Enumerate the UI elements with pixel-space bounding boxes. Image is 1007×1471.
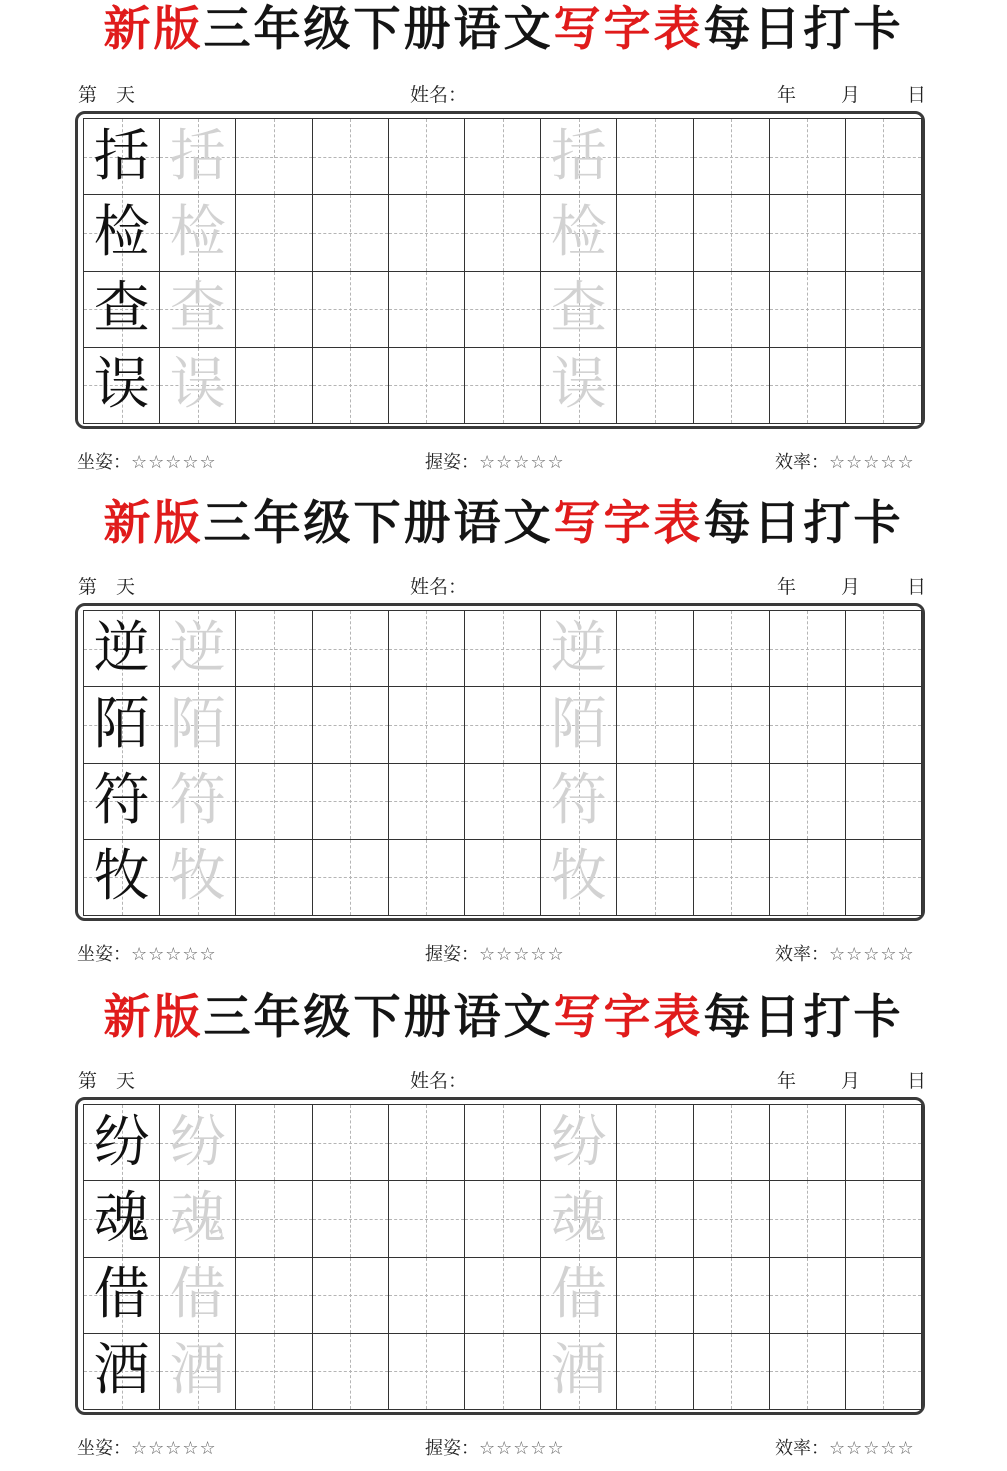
title-grade-subject: 三年级下册语文 [203,990,554,1045]
practice-cell[interactable] [235,118,311,194]
practice-cell[interactable] [693,271,769,347]
rating-line [0,448,1007,472]
practice-cell[interactable] [312,763,388,839]
practice-cell[interactable] [616,271,692,347]
star-rating-icon[interactable]: ☆☆☆☆☆ [829,944,915,965]
efficiency-rating [775,1434,915,1460]
model-character: 逆 [93,615,150,681]
trace-char-cell[interactable] [540,1333,616,1409]
title-daily-checkin: 每日打卡 [703,496,904,551]
rating-label: 坐姿： [77,944,131,965]
practice-cell[interactable] [693,839,769,915]
trace-character: 符 [169,768,226,834]
practice-cell[interactable] [693,610,769,686]
practice-cell[interactable] [388,1333,464,1409]
trace-character: 误 [550,352,607,418]
practice-cell[interactable] [769,763,845,839]
practice-cell[interactable] [464,1104,540,1180]
practice-cell[interactable] [845,763,921,839]
trace-character: 牧 [169,844,226,910]
title-writing-table: 写字表 [553,496,704,551]
practice-cell[interactable] [845,839,921,915]
title-daily-checkin: 每日打卡 [703,2,904,57]
title-new-edition: 新版 [103,990,204,1045]
practice-section [0,986,1007,1466]
trace-char-cell[interactable] [159,763,235,839]
trace-character: 逆 [169,615,226,681]
month-field[interactable]: 月 [841,1070,861,1092]
name-field[interactable]: 姓名： [410,84,468,106]
model-character: 误 [93,352,150,418]
info-line [0,572,1007,596]
year-field[interactable]: 年 [777,576,797,598]
title-writing-table: 写字表 [553,990,704,1045]
date-field[interactable]: 日 [907,84,927,106]
practice-cell[interactable] [769,194,845,270]
practice-cell[interactable] [235,271,311,347]
trace-char-cell[interactable] [540,839,616,915]
worksheet-title [0,494,1007,554]
trace-character: 查 [169,276,226,342]
star-rating-icon[interactable]: ☆☆☆☆☆ [479,944,565,965]
month-field[interactable]: 月 [841,576,861,598]
trace-character: 检 [550,199,607,265]
practice-cell[interactable] [312,839,388,915]
model-char-cell [83,610,159,686]
trace-character: 陌 [550,691,607,757]
worksheet-title [0,0,1007,60]
trace-character: 借 [169,1262,226,1328]
practice-cell[interactable] [464,1333,540,1409]
title-daily-checkin: 每日打卡 [703,990,904,1045]
star-rating-icon[interactable]: ☆☆☆☆☆ [479,1438,565,1459]
day-field[interactable]: 第 天 [78,576,136,598]
practice-cell[interactable] [769,610,845,686]
practice-cell[interactable] [616,1180,692,1256]
date-field[interactable]: 日 [907,1070,927,1092]
trace-char-cell[interactable] [540,1180,616,1256]
model-character: 酒 [93,1338,150,1404]
name-field[interactable]: 姓名： [410,576,468,598]
trace-char-cell[interactable] [540,347,616,423]
practice-cell[interactable] [616,686,692,762]
star-rating-icon[interactable]: ☆☆☆☆☆ [479,452,565,473]
practice-cell[interactable] [464,1180,540,1256]
practice-cell[interactable] [312,1257,388,1333]
practice-cell[interactable] [235,763,311,839]
practice-cell[interactable] [464,118,540,194]
practice-cell[interactable] [388,686,464,762]
practice-cell[interactable] [464,271,540,347]
model-char-cell [83,1333,159,1409]
name-field[interactable]: 姓名： [410,1070,468,1092]
model-character: 纷 [93,1109,150,1175]
trace-char-cell[interactable] [540,1104,616,1180]
practice-cell[interactable] [388,1180,464,1256]
trace-character: 陌 [169,691,226,757]
practice-cell[interactable] [388,610,464,686]
trace-char-cell[interactable] [159,610,235,686]
model-character: 查 [93,276,150,342]
trace-char-cell[interactable] [540,271,616,347]
practice-cell[interactable] [845,610,921,686]
practice-cell[interactable] [312,1333,388,1409]
trace-character: 纷 [169,1109,226,1175]
trace-character: 逆 [550,615,607,681]
rating-label: 效率： [775,1438,829,1459]
model-character: 牧 [93,844,150,910]
trace-character: 查 [550,276,607,342]
trace-char-cell[interactable] [159,1257,235,1333]
model-char-cell [83,194,159,270]
practice-cell[interactable] [388,271,464,347]
practice-cell[interactable] [769,118,845,194]
model-char-cell [83,347,159,423]
practice-cell[interactable] [693,1257,769,1333]
practice-cell[interactable] [693,763,769,839]
practice-cell[interactable] [769,839,845,915]
writing-grid [83,118,922,424]
practice-cell[interactable] [616,839,692,915]
trace-char-cell[interactable] [159,347,235,423]
practice-cell[interactable] [616,118,692,194]
practice-cell[interactable] [769,1104,845,1180]
title-new-edition: 新版 [103,2,204,57]
practice-cell[interactable] [769,271,845,347]
practice-cell[interactable] [312,686,388,762]
trace-char-cell[interactable] [540,194,616,270]
posture-rating [77,1434,217,1460]
rating-label: 坐姿： [77,1438,131,1459]
practice-cell[interactable] [464,839,540,915]
model-char-cell [83,1257,159,1333]
practice-cell[interactable] [464,763,540,839]
practice-cell[interactable] [464,686,540,762]
info-line [0,1066,1007,1090]
practice-cell[interactable] [845,686,921,762]
trace-char-cell[interactable] [159,839,235,915]
practice-cell[interactable] [312,118,388,194]
practice-cell[interactable] [769,347,845,423]
practice-cell[interactable] [693,194,769,270]
practice-cell[interactable] [845,1180,921,1256]
model-character: 符 [93,768,150,834]
trace-character: 牧 [550,844,607,910]
month-field[interactable]: 月 [841,84,861,106]
rating-label: 效率： [775,452,829,473]
practice-cell[interactable] [769,1257,845,1333]
writing-grid [83,1104,922,1410]
practice-cell[interactable] [388,763,464,839]
practice-cell[interactable] [464,347,540,423]
title-grade-subject: 三年级下册语文 [203,496,554,551]
practice-cell[interactable] [693,347,769,423]
model-character: 检 [93,199,150,265]
model-char-cell [83,839,159,915]
rating-line [0,940,1007,964]
practice-cell[interactable] [235,194,311,270]
title-new-edition: 新版 [103,496,204,551]
model-char-cell [83,1104,159,1180]
trace-character: 酒 [550,1338,607,1404]
trace-character: 误 [169,352,226,418]
practice-section [0,0,1007,480]
grip-rating [425,448,565,474]
model-char-cell [83,271,159,347]
practice-cell[interactable] [464,194,540,270]
practice-cell[interactable] [616,194,692,270]
star-rating-icon[interactable]: ☆☆☆☆☆ [131,452,217,473]
trace-char-cell[interactable] [159,686,235,762]
practice-cell[interactable] [845,347,921,423]
trace-char-cell[interactable] [159,1180,235,1256]
model-char-cell [83,1180,159,1256]
practice-cell[interactable] [312,610,388,686]
rating-line [0,1434,1007,1458]
practice-cell[interactable] [388,194,464,270]
posture-rating [77,940,217,966]
trace-char-cell[interactable] [159,1333,235,1409]
practice-cell[interactable] [845,118,921,194]
practice-cell[interactable] [693,118,769,194]
practice-cell[interactable] [235,1104,311,1180]
practice-section [0,492,1007,972]
grip-rating [425,1434,565,1460]
trace-character: 酒 [169,1338,226,1404]
practice-cell[interactable] [235,347,311,423]
practice-cell[interactable] [845,1104,921,1180]
practice-cell[interactable] [388,347,464,423]
year-field[interactable]: 年 [777,84,797,106]
star-rating-icon[interactable]: ☆☆☆☆☆ [131,944,217,965]
model-character: 陌 [93,691,150,757]
practice-cell[interactable] [845,1333,921,1409]
practice-cell[interactable] [312,271,388,347]
practice-cell[interactable] [616,1257,692,1333]
trace-char-cell[interactable] [540,763,616,839]
model-char-cell [83,763,159,839]
practice-cell[interactable] [693,1333,769,1409]
star-rating-icon[interactable]: ☆☆☆☆☆ [131,1438,217,1459]
practice-cell[interactable] [769,1180,845,1256]
trace-char-cell[interactable] [540,686,616,762]
efficiency-rating [775,940,915,966]
practice-cell[interactable] [388,839,464,915]
practice-cell[interactable] [616,1333,692,1409]
info-line [0,80,1007,104]
practice-cell[interactable] [616,347,692,423]
star-rating-icon[interactable]: ☆☆☆☆☆ [829,452,915,473]
practice-cell[interactable] [616,763,692,839]
trace-character: 括 [550,123,607,189]
practice-cell[interactable] [312,347,388,423]
writing-grid [83,610,922,916]
practice-cell[interactable] [235,839,311,915]
trace-char-cell[interactable] [159,118,235,194]
title-grade-subject: 三年级下册语文 [203,2,554,57]
trace-char-cell[interactable] [159,271,235,347]
practice-cell[interactable] [464,610,540,686]
model-char-cell [83,118,159,194]
trace-character: 魂 [550,1185,607,1251]
star-rating-icon[interactable]: ☆☆☆☆☆ [829,1438,915,1459]
trace-character: 括 [169,123,226,189]
practice-cell[interactable] [388,1257,464,1333]
practice-cell[interactable] [235,1257,311,1333]
trace-char-cell[interactable] [540,118,616,194]
practice-cell[interactable] [388,1104,464,1180]
practice-cell[interactable] [845,1257,921,1333]
practice-cell[interactable] [388,118,464,194]
model-char-cell [83,686,159,762]
practice-cell[interactable] [464,1257,540,1333]
practice-cell[interactable] [845,194,921,270]
trace-character: 魂 [169,1185,226,1251]
rating-label: 效率： [775,944,829,965]
rating-label: 坐姿： [77,452,131,473]
practice-cell[interactable] [235,610,311,686]
posture-rating [77,448,217,474]
trace-char-cell[interactable] [159,194,235,270]
efficiency-rating [775,448,915,474]
trace-char-cell[interactable] [540,610,616,686]
model-character: 括 [93,123,150,189]
practice-cell[interactable] [693,1180,769,1256]
date-field[interactable]: 日 [907,576,927,598]
day-field[interactable]: 第 天 [78,84,136,106]
trace-character: 纷 [550,1109,607,1175]
practice-cell[interactable] [616,610,692,686]
rating-label: 握姿： [425,452,479,473]
practice-cell[interactable] [845,271,921,347]
trace-char-cell[interactable] [159,1104,235,1180]
worksheet-title [0,988,1007,1048]
practice-cell[interactable] [235,1333,311,1409]
trace-character: 符 [550,768,607,834]
trace-character: 借 [550,1262,607,1328]
day-field[interactable]: 第 天 [78,1070,136,1092]
model-character: 魂 [93,1185,150,1251]
grip-rating [425,940,565,966]
model-character: 借 [93,1262,150,1328]
practice-cell[interactable] [235,686,311,762]
practice-cell[interactable] [312,1104,388,1180]
practice-cell[interactable] [235,1180,311,1256]
practice-cell[interactable] [616,1104,692,1180]
practice-cell[interactable] [693,686,769,762]
trace-char-cell[interactable] [540,1257,616,1333]
year-field[interactable]: 年 [777,1070,797,1092]
rating-label: 握姿： [425,1438,479,1459]
practice-cell[interactable] [769,686,845,762]
title-writing-table: 写字表 [553,2,704,57]
practice-cell[interactable] [312,1180,388,1256]
practice-cell[interactable] [693,1104,769,1180]
trace-character: 检 [169,199,226,265]
practice-cell[interactable] [312,194,388,270]
rating-label: 握姿： [425,944,479,965]
practice-cell[interactable] [769,1333,845,1409]
